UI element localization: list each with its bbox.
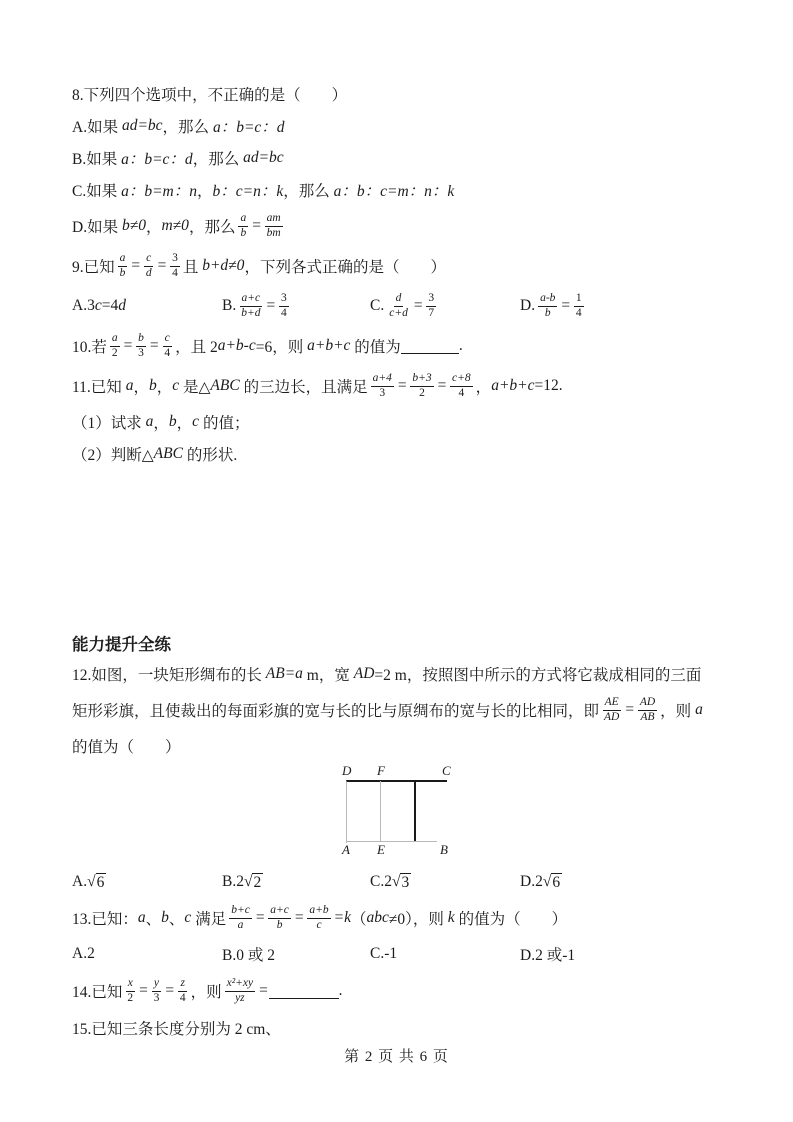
math-segment: ABC: [153, 445, 183, 462]
q9-option-d: [520, 292, 728, 321]
fraction: [265, 212, 283, 241]
math-segment: c: [184, 909, 192, 926]
q12-stem-line3: [72, 730, 728, 762]
fraction-numerator: am: [265, 212, 283, 227]
fraction-numerator: c: [163, 332, 172, 347]
math-segment: =: [254, 909, 266, 926]
fraction-numerator: AD: [638, 696, 657, 711]
fraction: [574, 292, 584, 321]
math-segment: b≠0: [121, 217, 146, 234]
q13-stem: [72, 898, 728, 938]
fraction-denominator: 4: [575, 306, 582, 319]
q13-options-row: [72, 938, 728, 970]
text-segment: 的值为（ ）: [454, 911, 568, 928]
math-segment: c: [192, 413, 200, 430]
q12-option-d: [520, 873, 728, 892]
text-segment: 15.已知三条长度分别为 2 cm、: [72, 1021, 281, 1038]
text-segment: D.2 或-1: [520, 947, 576, 964]
fraction-numerator: x²+xy: [225, 977, 256, 992]
math-segment: a：b=m：n: [121, 183, 197, 200]
text-segment: 的值为（ ）: [72, 739, 181, 756]
text-segment: =12.: [534, 377, 563, 394]
fraction-denominator: bm: [266, 226, 281, 239]
math-segment: b：c=n：k: [212, 183, 284, 200]
fraction: [638, 696, 657, 725]
q11-part-2: [72, 438, 728, 470]
fraction-numerator: z: [178, 977, 186, 992]
figure-label-f: F: [377, 763, 385, 778]
text-segment: B.: [222, 873, 237, 890]
fraction-denominator: b: [276, 918, 283, 931]
text-segment: ，且 2: [175, 339, 218, 356]
text-segment: 的值为: [350, 339, 401, 356]
text-segment: C.: [370, 297, 385, 314]
fraction: [307, 904, 330, 933]
fraction-numerator: 1: [574, 292, 584, 307]
math-segment: =: [138, 982, 149, 999]
text-segment: 9.已知: [72, 259, 115, 276]
math-segment: =: [265, 297, 276, 314]
text-segment: 11.已知: [72, 379, 126, 396]
math-segment: a：b：c=m：n：k: [333, 183, 455, 200]
answer-blank: [401, 338, 459, 354]
q12-stem-line2: [72, 690, 728, 730]
fraction: [426, 292, 436, 321]
q12-option-a: [72, 873, 222, 892]
math-segment: =: [164, 982, 175, 999]
figure-label-c: C: [442, 763, 451, 778]
math-segment: =: [122, 337, 134, 354]
section-title: 能力提升全练: [72, 636, 171, 654]
fraction: [170, 252, 180, 281]
text-segment: ，那么: [162, 119, 213, 136]
q8-stem: [72, 78, 728, 110]
fraction: [279, 292, 289, 321]
q12-stem-line1: [72, 658, 728, 690]
text-segment: ，: [145, 219, 162, 236]
text-segment: （1）试求: [72, 415, 146, 432]
fraction-denominator: 7: [428, 306, 435, 319]
q13-option-d: [520, 943, 728, 965]
math-segment: =: [624, 701, 635, 718]
fraction-numerator: 3: [426, 292, 436, 307]
math-segment: c: [172, 377, 180, 394]
radical-sign: √: [542, 872, 552, 890]
math-segment: abc: [366, 909, 389, 926]
text-segment: ，: [133, 379, 149, 396]
sqrt-expression: [236, 873, 263, 892]
text-segment: B.如果: [72, 151, 122, 168]
figure-rectangle: [346, 780, 447, 843]
fraction-numerator: b: [136, 332, 146, 347]
fraction-denominator: 2: [419, 386, 425, 399]
sqrt-coefficient: 2: [535, 872, 543, 890]
figure-bottom-edge: [346, 841, 437, 842]
q8-option-d: [72, 206, 728, 246]
answer-blank: [269, 983, 339, 999]
text-segment: 满足: [191, 911, 227, 928]
q12-options-row: [72, 866, 728, 898]
fraction-numerator: d: [394, 292, 404, 307]
fraction: [410, 372, 433, 401]
math-segment: a: [695, 701, 703, 718]
fraction-numerator: a: [238, 212, 248, 227]
figure-divider-dark: [414, 780, 416, 841]
fraction-denominator: c+d: [389, 306, 408, 319]
fraction-denominator: yz: [235, 991, 245, 1004]
q8-option-c: [72, 174, 728, 206]
radical-sign: √: [87, 872, 96, 890]
fraction-denominator: 2: [111, 346, 118, 359]
math-segment: a+b+c: [491, 377, 535, 394]
text-segment: 是△: [179, 379, 211, 396]
fraction: [162, 332, 172, 361]
q12-option-b: [222, 873, 370, 892]
fraction-denominator: 3: [138, 346, 144, 359]
text-segment: 的三边长，且满足: [239, 379, 368, 396]
fraction-numerator: b+c: [229, 904, 252, 919]
math-segment: =: [293, 909, 305, 926]
q14-stem: [72, 970, 728, 1012]
fraction: [225, 977, 256, 1006]
fraction: [110, 332, 120, 361]
q8-option-b: [72, 142, 728, 174]
text-segment: C.: [370, 873, 385, 890]
math-segment: =: [396, 377, 408, 394]
page-content: [72, 78, 728, 1044]
fraction-numerator: a+4: [371, 372, 394, 387]
text-segment: ≠0），则: [388, 911, 448, 928]
q11-stem: [72, 366, 728, 406]
fraction-numerator: a: [118, 252, 128, 267]
q9-options-row: [72, 286, 728, 326]
math-segment: =: [258, 982, 269, 999]
text-segment: 12.如图，一块矩形绸布的长: [72, 667, 266, 684]
text-segment: D.: [520, 297, 536, 314]
fraction-denominator: b+d: [241, 306, 261, 319]
math-segment: AD: [353, 665, 375, 682]
fraction-denominator: b: [240, 226, 247, 239]
text-segment: 的值；: [199, 415, 250, 432]
fraction-numerator: a-b: [538, 292, 557, 307]
text-segment: C.-1: [370, 945, 398, 962]
text-segment: ，那么: [283, 183, 334, 200]
math-segment: =: [156, 257, 168, 274]
fraction-denominator: 4: [458, 386, 465, 399]
math-segment: c: [94, 297, 102, 314]
fraction: [371, 372, 394, 401]
fraction: [152, 977, 162, 1006]
text-segment: ，: [153, 415, 169, 432]
math-segment: a: [137, 909, 146, 926]
fraction: [229, 904, 252, 933]
math-segment: =k: [333, 909, 351, 926]
math-segment: a：b=c：d: [121, 151, 193, 168]
math-segment: ad=bc: [121, 117, 163, 134]
fraction: [178, 977, 188, 1006]
radicand: 2: [253, 873, 262, 891]
figure-label-e: E: [377, 842, 385, 857]
fraction-numerator: a+c: [268, 904, 291, 919]
sqrt-expression: [384, 873, 411, 892]
radicand: 3: [401, 873, 410, 891]
fraction: [450, 372, 473, 401]
text-segment: =: [101, 297, 111, 314]
math-segment: =: [251, 217, 262, 234]
fraction-denominator: AD: [604, 710, 620, 723]
text-segment: D.如果: [72, 219, 122, 236]
text-segment: D.: [520, 873, 536, 890]
q12-option-c: [370, 873, 520, 892]
text-segment: A.3: [72, 297, 95, 314]
radicand: 6: [96, 873, 105, 891]
fraction-numerator: c: [144, 252, 153, 267]
sqrt-coefficient: 2: [384, 872, 392, 890]
q8-option-a: [72, 110, 728, 142]
q15-stem: [72, 1012, 728, 1044]
math-segment: a: [125, 377, 134, 394]
math-segment: d: [118, 297, 126, 314]
fraction-denominator: 4: [179, 991, 186, 1004]
fraction-denominator: b: [544, 306, 551, 319]
fraction-denominator: 3: [153, 991, 160, 1004]
q9-option-b: [222, 292, 370, 321]
text-segment: 13.已知：: [72, 911, 138, 928]
text-segment: 的形状.: [182, 447, 238, 464]
text-segment: A.如果: [72, 119, 122, 136]
q9-stem: [72, 246, 728, 286]
fraction: [238, 212, 248, 241]
q10-stem: [72, 326, 728, 366]
fraction-numerator: y: [152, 977, 161, 992]
figure-label-a: A: [342, 842, 350, 857]
math-segment: =: [412, 297, 424, 314]
math-segment: a: [145, 413, 154, 430]
text-segment: ，那么: [192, 151, 244, 168]
math-segment: k: [447, 909, 455, 926]
text-segment: A.: [72, 873, 88, 890]
text-segment: B.0 或 2: [222, 947, 275, 964]
text-segment: 4: [110, 297, 119, 314]
text-segment: ，: [197, 183, 213, 200]
fraction: [268, 904, 291, 933]
text-segment: 10.若: [72, 339, 107, 356]
math-segment: ad=bc: [243, 149, 284, 166]
fraction-denominator: 4: [172, 266, 178, 279]
text-segment: ，: [156, 379, 173, 396]
text-segment: 14.已知: [72, 984, 123, 1001]
fraction-denominator: a: [237, 918, 244, 931]
fraction-numerator: a: [110, 332, 120, 347]
fraction-numerator: a+c: [240, 292, 263, 307]
fraction: [118, 252, 128, 281]
fraction-denominator: b: [119, 266, 126, 279]
figure-divider-light: [380, 781, 381, 841]
fraction: [538, 292, 557, 321]
math-segment: =: [130, 257, 141, 274]
fraction: [144, 252, 154, 281]
q13-option-b: [222, 943, 370, 965]
fraction-numerator: 3: [279, 292, 289, 307]
math-segment: b: [148, 377, 157, 394]
q13-option-c: [370, 945, 520, 963]
fraction: [387, 292, 410, 321]
text-segment: ，则: [190, 984, 222, 1001]
text-segment: （: [351, 911, 367, 928]
fraction-denominator: c: [316, 918, 322, 931]
radical-sign: √: [243, 872, 253, 890]
text-segment: ，则: [660, 703, 696, 720]
fraction-numerator: b+3: [410, 372, 433, 387]
text-segment: （2）判断△: [72, 447, 154, 464]
text-segment: ，: [176, 415, 193, 432]
fraction-denominator: d: [145, 266, 152, 279]
math-segment: ABC: [210, 377, 240, 394]
math-segment: a+b-c: [217, 337, 256, 354]
fraction-denominator: 2: [127, 991, 134, 1004]
text-segment: 、: [145, 911, 162, 928]
text-segment: B.: [222, 297, 237, 314]
fraction: [602, 696, 621, 725]
sqrt-coefficient: 2: [236, 872, 244, 890]
q9-option-a: [72, 297, 222, 315]
sqrt-expression: [535, 873, 562, 892]
q9-option-c: [370, 292, 520, 321]
math-segment: a+b+c: [307, 337, 351, 354]
math-segment: =: [148, 337, 160, 354]
fraction-numerator: a+b: [307, 904, 330, 919]
fraction-denominator: 4: [280, 306, 287, 319]
fraction: [136, 332, 146, 361]
fraction-numerator: c+8: [450, 372, 473, 387]
text-segment: ，下列各式正确的是（ ）: [244, 259, 446, 276]
fraction: [239, 292, 262, 321]
figure-label-b: B: [440, 842, 448, 857]
q11-part-1: [72, 406, 728, 438]
text-segment: =2 m，按照图中所示的方式将它裁成相同的三面: [374, 667, 702, 684]
math-segment: a：b=c：d: [212, 119, 285, 136]
math-segment: =: [560, 297, 571, 314]
fraction-numerator: AE: [603, 696, 621, 711]
math-segment: m≠0: [161, 217, 189, 234]
q13-option-a: [72, 945, 222, 963]
text-segment: .: [338, 982, 343, 999]
page-footer: 第 2 页 共 6 页: [344, 1049, 449, 1065]
fraction: [125, 977, 135, 1006]
math-segment: b+d≠0: [202, 257, 245, 274]
radicand: 6: [552, 873, 561, 891]
text-segment: 、: [168, 911, 185, 928]
text-segment: ，那么: [188, 219, 236, 236]
fraction-denominator: 4: [164, 346, 171, 359]
figure-label-d: D: [342, 763, 352, 778]
math-segment: =: [436, 377, 448, 394]
text-segment: m，宽: [302, 667, 354, 684]
sqrt-expression: [87, 873, 106, 892]
text-segment: A.2: [72, 945, 95, 962]
math-segment: AB=a: [265, 665, 303, 682]
text-segment: =6，则: [255, 339, 308, 356]
text-segment: 矩形彩旗，且使裁出的每面彩旗的宽与长的比与原绸布的宽与长的比相同，即: [72, 703, 600, 720]
text-segment: .: [458, 337, 463, 354]
text-segment: 8.下列四个选项中，不正确的是（ ）: [72, 87, 348, 104]
math-segment: b: [168, 413, 177, 430]
radical-sign: √: [391, 872, 401, 890]
text-segment: C.如果: [72, 183, 122, 200]
fraction-numerator: 3: [170, 252, 180, 267]
flag-cut-figure: [342, 763, 455, 860]
fraction-denominator: 3: [379, 386, 386, 399]
fraction-numerator: x: [126, 977, 135, 992]
fraction-denominator: AB: [640, 710, 655, 723]
text-segment: 且: [182, 259, 203, 276]
text-segment: ，: [475, 379, 492, 396]
math-segment: b: [161, 909, 169, 926]
